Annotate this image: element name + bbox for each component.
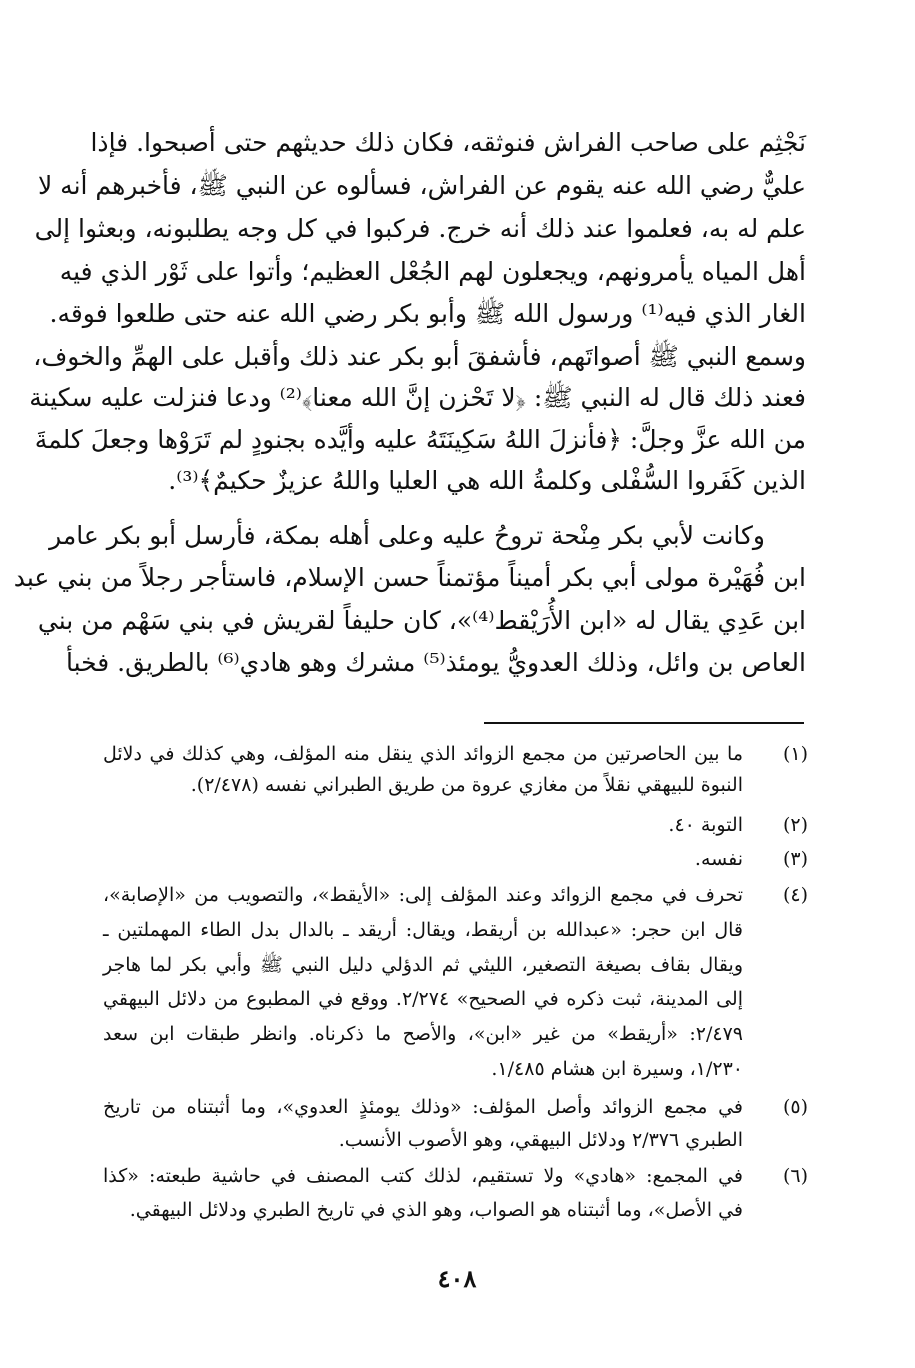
text-line: الذين كَفَروا السُّفْلى وكلمةُ الله هي العليا واللهُ عزيزٌ حكيمٌ﴾⁽³⁾. — [168, 466, 806, 495]
footnote-number: (٦) — [782, 1165, 808, 1187]
footnote-line: التوبة ٤٠. — [668, 814, 743, 836]
footnote-number: (٤) — [782, 884, 808, 906]
text-line: فعند ذلك قال له النبي ﷺ: ﴿لا تَحْزن إنَّ الله معنا﴾⁽²⁾ ودعا فنزلت عليه سكينة — [29, 383, 806, 412]
footnote-line: نفسه. — [694, 848, 743, 870]
text-line: وكانت لأبي بكر مِنْحة تروحُ عليه وعلى أهله بمكة، فأرسل أبو بكر عامر — [49, 521, 765, 550]
text-line: علم له به، فعلموا عند ذلك أنه خرج. فركبوا في كل وجه يطلبونه، وبعثوا إلى — [34, 214, 806, 243]
footnote-line: إلى المدينة، ثبت ذكره في الصحيح» ٢/٢٧٤. ووقع في المطبوع من دلائل البيهقي — [103, 988, 743, 1010]
footnote-line: في مجمع الزوائد وأصل المؤلف: «وذلك يومئذٍ العدوي»، وما أثبتناه من تاريخ — [103, 1096, 743, 1118]
footnote-line: تحرف في مجمع الزوائد وعند المؤلف إلى: «الأيقط»، والتصويب من «الإصابة»، — [103, 884, 743, 906]
footnote-line: ١/٢٣٠، وسيرة ابن هشام ١/٤٨٥. — [491, 1058, 743, 1080]
text-line: ابن فُهَيْرة مولى أبي بكر أميناً مؤتمناً حسن الإسلام، فاستأجر رجلاً من بني عبد — [13, 563, 806, 592]
footnote-line: الطبري ٢/٣٧٦ ودلائل البيهقي، وهو الأصوب الأنسب. — [338, 1129, 743, 1151]
footnote-line: النبوة للبيهقي نقلاً من مغازي عروة من طريق الطبراني نفسه (٢/٤٧٨). — [190, 774, 743, 796]
footnote-line: في الأصل»، وما أثبتناه هو الصواب، وهو الذي في تاريخ الطبري ودلائل البيهقي. — [129, 1199, 743, 1221]
footnote-number: (٣) — [782, 848, 808, 870]
text-line: أهل المياه يأمرونهم، ويجعلون لهم الجُعْل العظيم؛ وأتوا على ثَوْر الذي فيه — [59, 257, 806, 286]
text-line: الغار الذي فيه⁽¹⁾ ورسول الله ﷺ وأبو بكر رضي الله عنه حتى طلعوا فوقه. — [49, 299, 806, 328]
footnote-line: ويقال بقاف بصيغة التصغير، الليثي ثم الدؤلي دليل النبي ﷺ وأبي بكر لما هاجر — [103, 954, 743, 976]
text-line: من الله عزَّ وجلَّ: ﴿فأنزلَ اللهُ سَكِينَتَهُ عليه وأيَّده بجنودٍ لم تَرَوْها وجعلَ كلمةَ — [34, 425, 806, 454]
footnote-number: (٥) — [782, 1096, 808, 1118]
footnote-number: (١) — [782, 743, 808, 765]
text-line: وسمع النبي ﷺ أصواتَهم، فأشفقَ أبو بكر عند ذلك وأقبل على الهمِّ والخوف، — [33, 342, 806, 371]
footnote-line: ما بين الحاصرتين من مجمع الزوائد الذي ينقل منه المؤلف، وهي كذلك في دلائل — [103, 743, 743, 765]
text-line: نَجْثِم على صاحب الفراش فنوثقه، فكان ذلك حديثهم حتى أصبحوا. فإذا — [90, 128, 806, 157]
text-line: عليٌّ رضي الله عنه يقوم عن الفراش، فسألوه عن النبي ﷺ، فأخبرهم أنه لا — [37, 171, 806, 200]
footnote-line: قال ابن حجر: «عبدالله بن أريقط، ويقال: أريقد ـ بالدال بدل الطاء المهملتين ـ — [103, 919, 743, 941]
footnote-divider — [484, 722, 804, 724]
footnote-line: ٢/٤٧٩: «أريقط» من غير «ابن»، والأصح ما ذكرناه. وانظر طبقات ابن سعد — [103, 1023, 743, 1045]
footnote-line: في المجمع: «هادي» ولا تستقيم، لذلك كتب المصنف في حاشية طبعته: «كذا — [103, 1165, 743, 1187]
footnote-number: (٢) — [782, 814, 808, 836]
text-line: ابن عَدِي يقال له «ابن الأُرَيْقط⁽⁴⁾»، كان حليفاً لقريش في بني سَهْم من بني — [37, 606, 806, 635]
page-number: ٤٠٨ — [437, 1264, 477, 1293]
text-line: العاص بن وائل، وذلك العدويُّ يومئذ⁽⁵⁾ مشرك وهو هادي⁽⁶⁾ بالطريق. فخبأ — [65, 648, 806, 677]
